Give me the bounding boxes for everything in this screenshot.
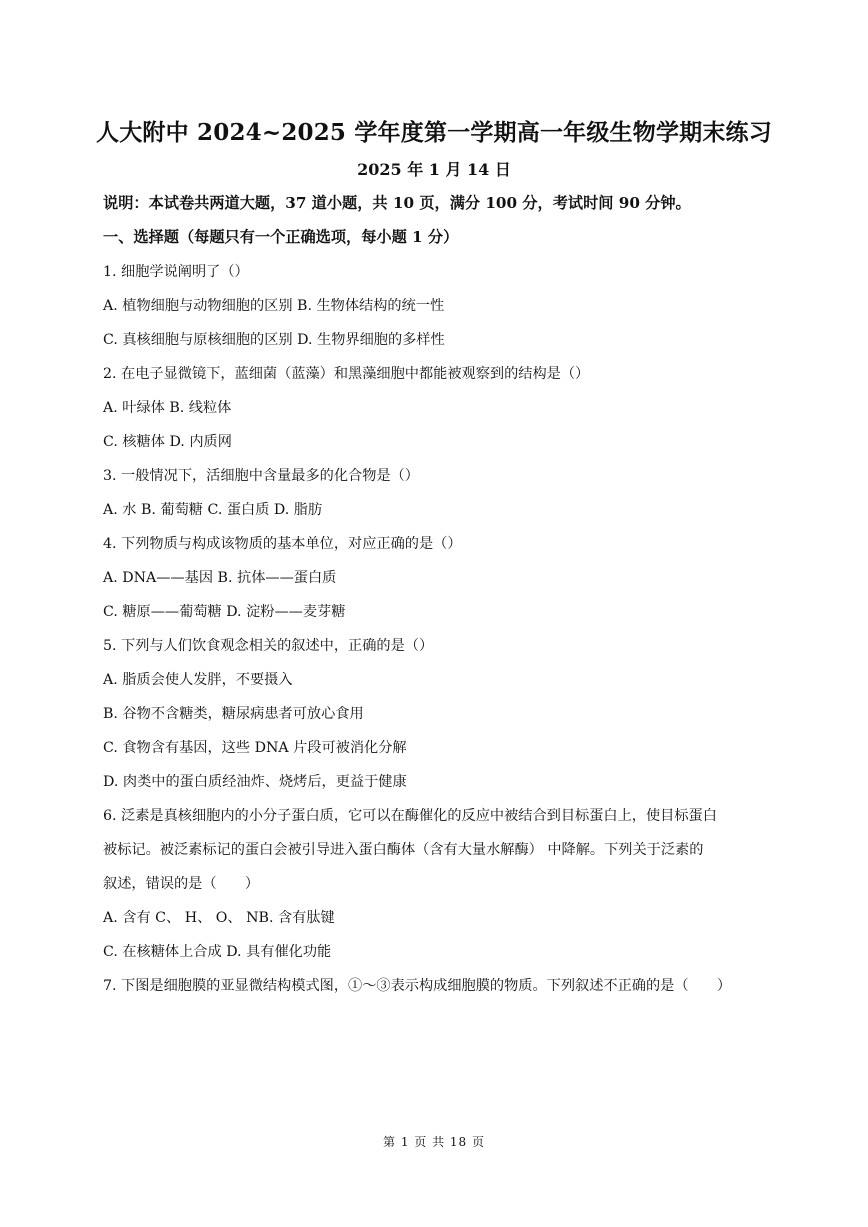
option-line: A. 植物细胞与动物细胞的区别 B. 生物体结构的统一性 — [103, 298, 445, 314]
question-3: 3. 一般情况下，活细胞中含量最多的化合物是（） — [103, 468, 419, 484]
option-line: C. 糖原——葡萄糖 D. 淀粉——麦芽糖 — [103, 604, 346, 620]
question-6: 6. 泛素是真核细胞内的小分子蛋白质，它可以在酶催化的反应中被结合到目标蛋白上，使目标蛋白 — [103, 808, 717, 824]
question-4: 4. 下列物质与构成该物质的基本单位，对应正确的是（） — [103, 536, 462, 552]
exam-date: 2025 年 1 月 14 日 — [357, 160, 511, 179]
option-line: A. 含有 C、 H、 O、 NB. 含有肽键 — [103, 910, 335, 926]
option-line: D. 肉类中的蛋白质经油炸、烧烤后，更益于健康 — [103, 774, 407, 790]
option-line: C. 真核细胞与原核细胞的区别 D. 生物界细胞的多样性 — [103, 332, 445, 348]
instructions: 说明：本试卷共两道大题，37 道小题，共 10 页，满分 100 分，考试时间 90 分钟。 — [103, 194, 691, 212]
page-title: 人大附中 2024~2025 学年度第一学期高一年级生物学期末练习 — [96, 119, 772, 146]
question-6-continued: 被标记。被泛素标记的蛋白会被引导进入蛋白酶体（含有大量水解酶） 中降解。下列关于泛素的 — [103, 842, 704, 858]
question-2: 2. 在电子显微镜下，蓝细菌（蓝藻）和黑藻细胞中都能被观察到的结构是（） — [103, 366, 590, 382]
option-line: A. 水 B. 葡萄糖 C. 蛋白质 D. 脂肪 — [103, 502, 323, 518]
section-heading: 一、选择题（每题只有一个正确选项，每小题 1 分） — [103, 228, 459, 246]
question-5: 5. 下列与人们饮食观念相关的叙述中，正确的是（） — [103, 638, 434, 654]
question-1: 1. 细胞学说阐明了（） — [103, 264, 249, 280]
option-line: C. 食物含有基因，这些 DNA 片段可被消化分解 — [103, 740, 407, 756]
option-line: C. 核糖体 D. 内质网 — [103, 434, 232, 450]
question-6-continued: 叙述，错误的是（ ） — [103, 876, 260, 892]
question-7: 7. 下图是细胞膜的亚显微结构模式图，①～③表示构成细胞膜的物质。下列叙述不正确的是（ ） — [103, 978, 732, 994]
option-line: B. 谷物不含糖类，糖尿病患者可放心食用 — [103, 706, 364, 722]
option-line: A. DNA——基因 B. 抗体——蛋白质 — [103, 570, 337, 586]
page-footer: 第 1 页 共 18 页 — [383, 1135, 485, 1149]
option-line: A. 叶绿体 B. 线粒体 — [103, 400, 232, 416]
option-line: C. 在核糖体上合成 D. 具有催化功能 — [103, 944, 332, 960]
option-line: A. 脂质会使人发胖，不要摄入 — [103, 672, 293, 688]
